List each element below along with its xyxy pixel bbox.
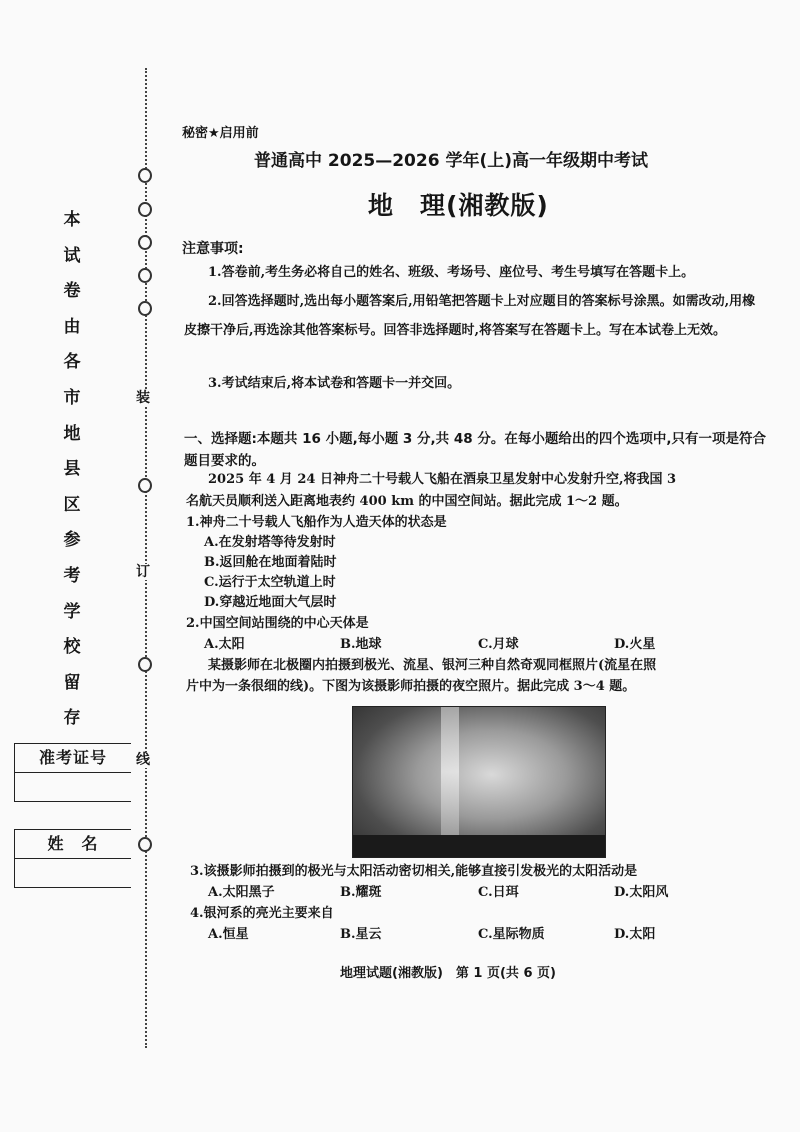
q3-option-a[interactable]: A.太阳黑子 xyxy=(208,885,275,900)
name-box xyxy=(14,829,131,888)
binding-mark-zhuang: 装 xyxy=(136,390,150,406)
q3-option-d[interactable]: D.太阳风 xyxy=(614,885,669,900)
notice-char: 参 xyxy=(63,530,81,551)
notice-char: 本 xyxy=(63,210,81,230)
q1-option-c[interactable]: C.运行于太空轨道上时 xyxy=(204,575,336,590)
q1-option-b[interactable]: B.返回舱在地面着陆时 xyxy=(204,555,337,570)
q4-option-d[interactable]: D.太阳 xyxy=(614,927,656,942)
binding-hole xyxy=(138,301,152,316)
aurora-streak xyxy=(441,707,459,837)
binding-mark-xian: 线 xyxy=(136,752,150,768)
binding-hole xyxy=(138,478,152,493)
q2-option-a[interactable]: A.太阳 xyxy=(204,637,245,652)
q3-option-c[interactable]: C.日珥 xyxy=(478,885,519,900)
notice-char: 留 xyxy=(63,672,81,693)
q1-option-a[interactable]: A.在发射塔等待发射时 xyxy=(204,535,336,550)
photo-ground-silhouette xyxy=(353,835,605,857)
note-item-2: 2.回答选择题时,选出每小题答案后,用铅笔把答题卡上对应题目的答案标号涂黑。如需改动,用橡皮擦干净后,再选涂其他答案标号。回答非选择题时,将答案写在答题卡上。写在本试卷上无效。 xyxy=(184,294,756,338)
intro2-line2: 片中为一条很细的线)。下图为该摄影师拍摄的夜空照片。据此完成 3～4 题。 xyxy=(186,679,636,694)
secret-label: 秘密★启用前 xyxy=(182,126,259,141)
notice-char: 县 xyxy=(63,459,81,480)
night-sky-photo xyxy=(352,706,606,858)
notes-heading: 注意事项: xyxy=(182,241,244,257)
binding-hole xyxy=(138,202,152,217)
q4-option-b[interactable]: B.星云 xyxy=(340,927,382,942)
notice-char: 校 xyxy=(63,637,81,658)
section1-heading: 一、选择题:本题共 16 小题,每小题 3 分,共 48 分。在每小题给出的四个选项中,只有一项是符合题目要求的。 xyxy=(184,431,766,469)
exam-id-box xyxy=(14,743,131,802)
notice-char: 区 xyxy=(63,494,81,515)
q2-option-d[interactable]: D.火星 xyxy=(614,637,656,652)
binding-mark-ding: 订 xyxy=(136,564,150,580)
notice-char: 各 xyxy=(63,352,81,373)
notice-char: 考 xyxy=(63,565,81,586)
name-label: 姓 名 xyxy=(15,830,131,859)
q2-option-c[interactable]: C.月球 xyxy=(478,637,519,652)
note-item-1: 1.答卷前,考生务必将自己的姓名、班级、考场号、座位号、考生号填写在答题卡上。 xyxy=(208,265,695,280)
binding-hole xyxy=(138,268,152,283)
notice-char: 学 xyxy=(63,601,81,622)
vertical-retention-notice xyxy=(58,203,86,737)
q4-option-a[interactable]: A.恒星 xyxy=(208,927,249,942)
binding-hole xyxy=(138,837,152,852)
notice-char: 试 xyxy=(63,245,81,266)
page-footer: 地理试题(湘教版) 第 1 页(共 6 页) xyxy=(340,966,556,981)
exam-id-label: 准考证号 xyxy=(15,744,131,773)
name-field[interactable] xyxy=(15,859,131,887)
notice-char: 市 xyxy=(63,387,81,408)
q4-option-c[interactable]: C.星际物质 xyxy=(478,927,545,942)
q1-option-d[interactable]: D.穿越近地面大气层时 xyxy=(204,595,337,610)
q2-stem: 2.中国空间站围绕的中心天体是 xyxy=(186,616,369,631)
notice-char: 地 xyxy=(63,423,81,444)
exam-title: 普通高中 2025—2026 学年(上)高一年级期中考试 xyxy=(254,151,649,171)
intro1-line2: 名航天员顺利送入距离地表约 400 km 的中国空间站。据此完成 1～2 题。 xyxy=(186,494,628,509)
intro2-line1: 某摄影师在北极圈内拍摄到极光、流星、银河三种自然奇观同框照片(流星在照 xyxy=(208,658,657,673)
note-item-3: 3.考试结束后,将本试卷和答题卡一并交回。 xyxy=(208,376,461,391)
binding-hole xyxy=(138,235,152,250)
q3-stem: 3.该摄影师拍摄到的极光与太阳活动密切相关,能够直接引发极光的太阳活动是 xyxy=(190,864,638,879)
q4-stem: 4.银河系的亮光主要来自 xyxy=(190,906,334,921)
binding-hole xyxy=(138,657,152,672)
q3-option-b[interactable]: B.耀斑 xyxy=(340,885,382,900)
intro1-line1: 2025 年 4 月 24 日神舟二十号载人飞船在酒泉卫星发射中心发射升空,将我国 3 xyxy=(208,472,677,487)
notice-char: 卷 xyxy=(63,281,81,302)
exam-id-field[interactable] xyxy=(15,773,131,801)
binding-hole xyxy=(138,168,152,183)
q1-stem: 1.神舟二十号载人飞船作为人造天体的状态是 xyxy=(186,515,447,530)
notice-char: 存 xyxy=(63,708,81,729)
subject-title: 地 理(湘教版) xyxy=(368,191,549,220)
notice-char: 由 xyxy=(63,316,81,337)
q2-option-b[interactable]: B.地球 xyxy=(340,637,382,652)
